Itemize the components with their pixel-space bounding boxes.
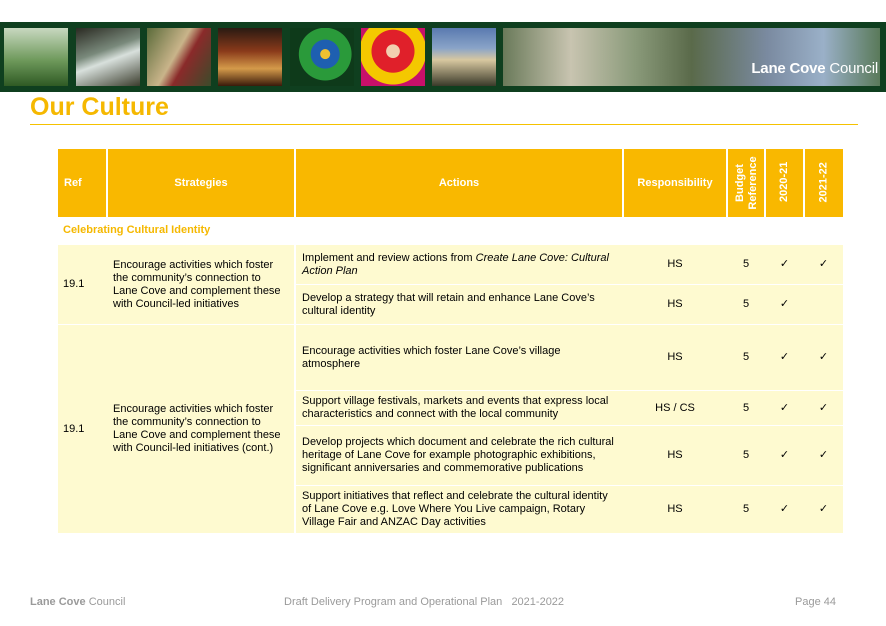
waterfall-photo <box>76 28 140 86</box>
year1-check: ✓ <box>765 486 804 534</box>
action-cell: Develop projects which document and celebrate the rich cultural heritage of Lane Cove for example photographic exhibitions, significant anniversaries and commemorative publications <box>295 426 623 486</box>
brand-name: Lane Cove <box>751 60 826 77</box>
budget-cell: 5 <box>727 391 765 426</box>
year1-check: ✓ <box>765 285 804 325</box>
action-cell: Develop a strategy that will retain and enhance Lane Cove’s cultural identity <box>295 285 623 325</box>
responsibility-cell: HS <box>623 245 727 285</box>
year2-check: ✓ <box>804 391 843 426</box>
street-scene-photo <box>503 28 880 86</box>
action-cell: Support initiatives that reflect and celebrate the cultural identity of Lane Cove e.g. Love Where You Live campaign, Rotary Village Fair and ANZAC Day activities <box>295 486 623 534</box>
budget-cell: 5 <box>727 426 765 486</box>
footer-document-title <box>284 596 564 608</box>
budget-cell: 5 <box>727 245 765 285</box>
title-divider <box>30 124 858 125</box>
dancers-photo <box>147 28 211 86</box>
footer-period: 2021-2022 <box>511 596 565 608</box>
council-logo-text <box>751 60 878 77</box>
year1-check: ✓ <box>765 426 804 486</box>
footer-org-name: Lane Cove <box>30 596 86 608</box>
header-year-2020-21-label: 2020-21 <box>778 161 790 202</box>
brand-suffix: Council <box>829 60 878 77</box>
table-row <box>58 245 843 285</box>
header-budget-label: Budget Reference <box>734 156 759 210</box>
header-year-2021-22 <box>804 149 843 217</box>
header-year-2021-22-label: 2021-22 <box>817 161 830 202</box>
strategy-cell: Encourage activities which foster the community’s connection to Lane Cove and complement these with Council-led initiatives (cont.) <box>107 325 295 534</box>
action-cell: Support village festivals, markets and events that express local characteristics and connect with the local community <box>295 391 623 426</box>
responsibility-cell: HS <box>623 486 727 534</box>
market-photo <box>218 28 282 86</box>
responsibility-cell: HS <box>623 426 727 486</box>
responsibility-cell: HS <box>623 325 727 391</box>
footer-org-suffix: Council <box>88 596 126 608</box>
year2-check: ✓ <box>804 325 843 391</box>
year1-check: ✓ <box>765 325 804 391</box>
year2-check <box>804 285 843 325</box>
footer-organisation <box>30 596 125 608</box>
year2-check: ✓ <box>804 426 843 486</box>
header-banner <box>0 22 886 92</box>
strategy-cell: Encourage activities which foster the community’s connection to Lane Cove and complement these with Council-led initiatives <box>107 245 295 325</box>
table-row <box>58 325 843 391</box>
park-photo <box>4 28 68 86</box>
section-title: Celebrating Cultural Identity <box>58 217 843 245</box>
table-header-row <box>58 149 843 217</box>
ref-cell: 19.1 <box>58 245 107 325</box>
year1-check: ✓ <box>765 391 804 426</box>
header-strategies: Strategies <box>107 149 295 217</box>
ref-cell: 19.1 <box>58 325 107 534</box>
header-budget-reference <box>727 149 765 217</box>
parrot-photo <box>290 28 354 86</box>
year1-check: ✓ <box>765 245 804 285</box>
responsibility-cell: HS <box>623 285 727 325</box>
header-year-2020-21 <box>765 149 804 217</box>
budget-cell: 5 <box>727 486 765 534</box>
action-cell <box>295 245 623 285</box>
year2-check: ✓ <box>804 486 843 534</box>
header-responsibility: Responsibility <box>623 149 727 217</box>
responsibility-cell: HS / CS <box>623 391 727 426</box>
culture-table <box>58 149 843 534</box>
building-photo <box>432 28 496 86</box>
year2-check: ✓ <box>804 245 843 285</box>
performer-photo <box>361 28 425 86</box>
header-actions: Actions <box>295 149 623 217</box>
header-ref: Ref <box>58 149 107 217</box>
page-title: Our Culture <box>30 93 169 121</box>
budget-cell: 5 <box>727 285 765 325</box>
action-cell: Encourage activities which foster Lane Cove’s village atmosphere <box>295 325 623 391</box>
budget-cell: 5 <box>727 325 765 391</box>
footer-page-number: Page 44 <box>795 596 836 608</box>
section-row <box>58 217 843 245</box>
action-plan-title: Create Lane Cove: Cultural Action Plan <box>302 251 609 277</box>
footer-doc-title: Draft Delivery Program and Operational Plan <box>284 596 503 608</box>
action-text: Implement and review actions from <box>302 251 476 264</box>
